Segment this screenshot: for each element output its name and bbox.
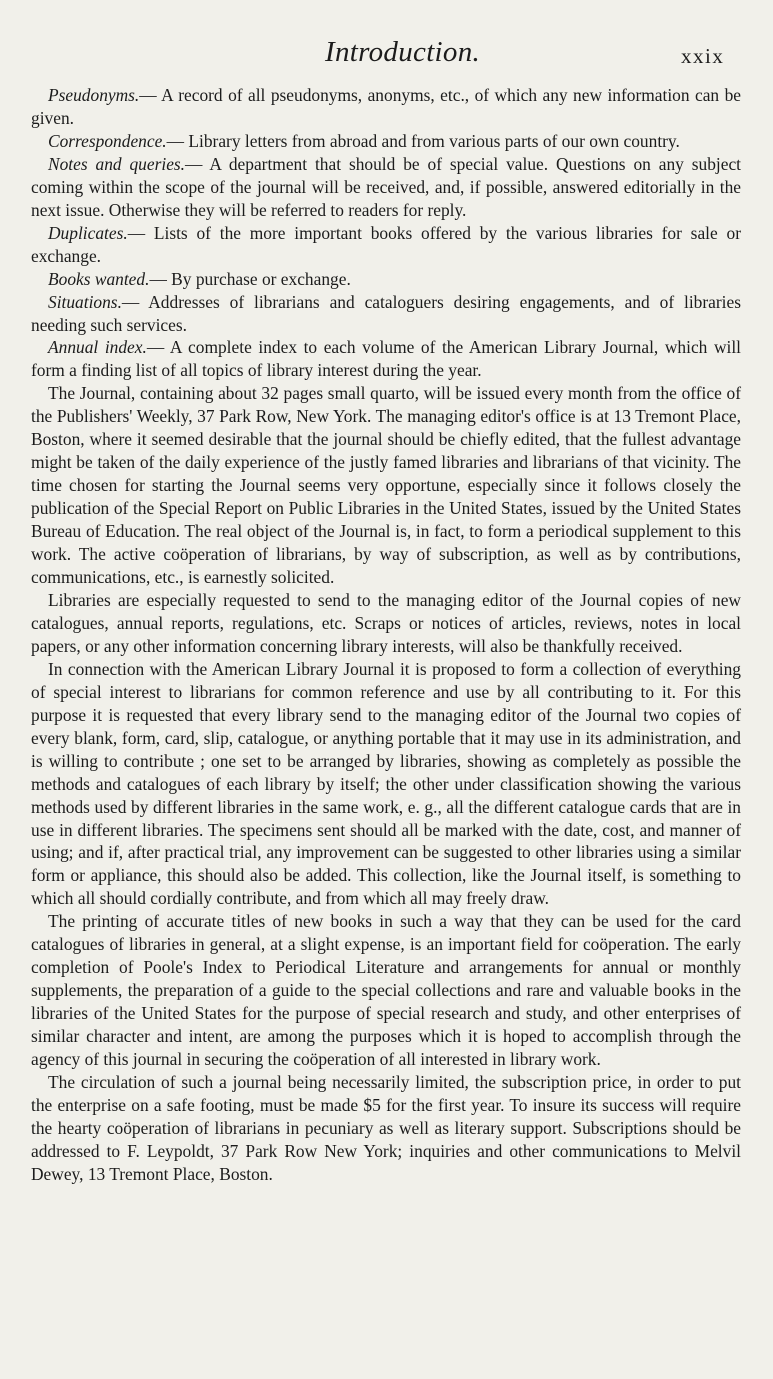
paragraph-pseudonyms	[31, 84, 741, 130]
paragraph-lead: Notes and queries.	[48, 153, 186, 174]
paragraph-libraries-requested	[31, 589, 741, 658]
paragraph-journal-description	[31, 382, 741, 589]
paragraph-collection	[31, 658, 741, 910]
paragraph-circulation	[31, 1071, 741, 1186]
paragraph-text: The printing of accurate titles of new books in such a way that they can be used for the card catalogues of libraries in general, at a slight expense, is an important field for coöperation. The early completion of Poole's Index to Periodical Literature and arrangements for annual or monthly supplements, the preparation of a guide to the special collections and rare and valuable books in the libraries of the United States for the purpose of special research and study, and other enterprises of similar character and intent, are among the purposes which it is hoped to accomplish through the agency of this journal in securing the coöperation of all interested in library work.	[31, 911, 741, 1070]
paragraph-text: — By purchase or exchange.	[149, 268, 351, 289]
running-title: Introduction.	[325, 36, 481, 68]
paragraph-text: The circulation of such a journal being necessarily limited, the subscription price, in order to put the enterprise on a safe footing, must be made $5 for the first year. To insure its success will require the hearty coöperation of librarians in pecuniary as well as literary support. Subscriptions should be addressed to F. Leypoldt, 37 Park Row New York; inquiries and other communications to Melvil Dewey, 13 Tremont Place, Boston.	[31, 1071, 741, 1184]
paragraph-lead: Books wanted.	[48, 268, 150, 289]
paragraph-situations	[31, 291, 741, 337]
paragraph-text: — Lists of the more important books offered by the various libraries for sale or exchange.	[31, 222, 741, 266]
paragraph-correspondence	[31, 130, 741, 153]
paragraph-text: — A department that should be of special value. Questions on any subject coming within the scope of the journal will be received, and, if possible, answered editorially in the next issue. Otherwise they will be referred to readers for reply.	[31, 153, 741, 220]
paragraph-text: — A record of all pseudonyms, anonyms, etc., of which any new information can be given.	[31, 85, 741, 128]
paragraph-annual-index	[31, 336, 741, 382]
paragraph-text: — Library letters from abroad and from various parts of our own country.	[166, 130, 680, 151]
paragraph-text: The Journal, containing about 32 pages small quarto, will be issued every month from the office of the Publishers' Weekly, 37 Park Row, New York. The managing editor's office is at 13 Tremont Place, Boston, where it seemed desirable that the journal should be chiefly edited, that the fullest advantage might be taken of the daily experience of the justly famed libraries and librarians of that vicinity. The time chosen for starting the Journal seems very opportune, especially since it follows closely the publication of the Special Report on Public Libraries in the United States, issued by the United States Bureau of Education. The real object of the Journal is, in fact, to form a periodical supplement to this work. The active coöperation of librarians, by way of subscription, as well as by contributions, communications, etc., is earnestly solicited.	[31, 383, 741, 588]
paragraph-text: — Addresses of librarians and cataloguers desiring engagements, and of libraries needing such services.	[31, 291, 741, 335]
paragraph-text: Libraries are especially requested to send to the managing editor of the Journal copies of new catalogues, annual reports, regulations, etc. Scraps or notices of articles, reviews, notes in local papers, or any other information concerning library interests, will also be thankfully received.	[31, 589, 741, 656]
page-header	[0, 0, 773, 80]
paragraph-notes-and-queries	[31, 153, 741, 222]
paragraph-lead: Duplicates.	[48, 222, 128, 243]
paragraph-duplicates	[31, 222, 741, 268]
paragraph-text: In connection with the American Library Journal it is proposed to form a collection of everything of special interest to librarians for common reference and use by all contributing to it. For this purpose it is requested that every library send to the managing editor of the Journal two copies of every blank, form, card, slip, catalogue, or anything portable that it may use in its administration, and is willing to contribute ; one set to be arranged by libraries, showing as completely as possible the methods and catalogues of each library by itself; the other under classification showing the various methods used by different libraries in the same work, e. g., all the different catalogue cards that are in use in different libraries. The specimens sent should all be marked with the date, cost, and manner of using; and if, after practical trial, any improvement can be suggested to other libraries using a similar form or appliance, this should also be added. This collection, like the Journal itself, is something to which all should cordially contribute, and from which all may freely draw.	[31, 658, 741, 909]
paragraph-books-wanted	[31, 268, 741, 291]
page-number: xxix	[681, 44, 725, 68]
paragraph-lead: Situations.	[48, 291, 122, 312]
page-body	[31, 84, 741, 1186]
paragraph-lead: Annual index.	[48, 337, 147, 358]
paragraph-lead: Pseudonyms.	[48, 85, 140, 105]
paragraph-printing-titles	[31, 910, 741, 1071]
paragraph-lead: Correspondence.	[48, 130, 167, 151]
paragraph-text: — A complete index to each volume of the American Library Journal, which will form a finding list of all topics of library interest during the year.	[31, 337, 742, 381]
